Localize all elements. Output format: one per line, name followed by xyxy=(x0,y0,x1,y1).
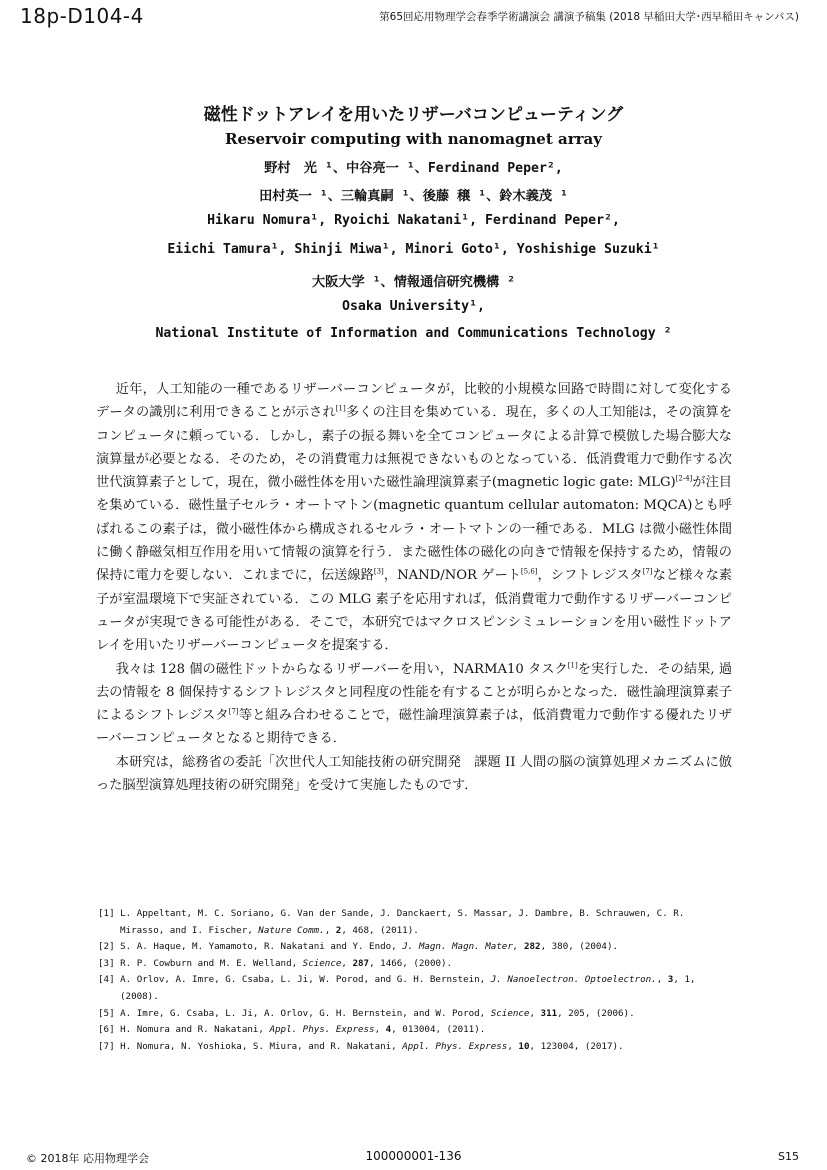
text-span: 近年，人工知能の一種であるリザーバーコンピュータが，比較的小規模な回路で時間に対して変化するデータの識別に利用できることが示され xyxy=(96,382,732,421)
reference-text: , 380, (2004). xyxy=(540,941,619,953)
reference-journal: Appl. Phys. Express xyxy=(269,1024,375,1036)
footer-doc-number: 100000001-136 xyxy=(365,1149,462,1163)
reference-text: , xyxy=(341,957,353,969)
reference-journal: Science xyxy=(490,1007,530,1019)
reference-text: [3] R. P. Cowburn and M. E. Welland, xyxy=(98,957,303,969)
reference-text: , xyxy=(507,1040,519,1052)
text-span: 等と組み合わせることで，磁性論理演算素子は，低消費電力で動作する優れたリザーバーコンピュータとなると期待できる． xyxy=(96,708,732,747)
paragraph-2 xyxy=(96,658,732,751)
affiliation-en-line2: National Institute of Information and Communications Technology ² xyxy=(155,326,672,341)
text-span: 我々は 128 個の磁性ドットからなるリザーバーを用い，NARMA10 タスク xyxy=(115,661,568,677)
reference-text: , 205, (2006). xyxy=(557,1007,635,1019)
abstract-body xyxy=(96,378,732,797)
reference-text: , 123004, (2017). xyxy=(529,1040,624,1052)
paper-id: 18p-D104-4 xyxy=(20,4,144,28)
reference-list xyxy=(98,906,732,1055)
reference-text: [4] A. Orlov, A. Imre, G. Csaba, L. Ji, W. Porod, and G. H. Bernstein, xyxy=(98,974,491,986)
reference-item xyxy=(98,972,732,1005)
reference-item xyxy=(98,1039,732,1056)
reference-text: , 468, (2011). xyxy=(341,924,419,936)
authors-jp-line1: 野村 光 ¹、中谷亮一 ¹、Ferdinand Peper², xyxy=(264,161,563,176)
text-span: ，NAND/NOR ゲート xyxy=(383,568,521,584)
authors-jp-line2: 田村英一 ¹、三輪真嗣 ¹、後藤 穣 ¹、鈴木義茂 ¹ xyxy=(259,189,568,204)
citation: [3] xyxy=(373,567,384,576)
reference-volume: 2 xyxy=(335,924,342,936)
reference-text: , xyxy=(656,974,668,986)
citation: [7] xyxy=(642,567,653,576)
citation: [5,6] xyxy=(520,567,538,576)
reference-text: , 1466, (2000). xyxy=(369,957,453,969)
affiliation-en-line1: Osaka University¹, xyxy=(342,299,485,314)
reference-journal: Science xyxy=(302,957,342,969)
affiliation-jp: 大阪大学 ¹、情報通信研究機構 ² xyxy=(311,275,516,290)
reference-text: [2] S. A. Haque, M. Yamamoto, R. Nakatani and Y. Endo, xyxy=(98,941,403,953)
reference-volume: 282 xyxy=(523,941,541,953)
reference-text: [5] A. Imre, G. Csaba, L. Ji, A. Orlov, G. H. Bernstein, and W. Porod, xyxy=(98,1007,491,1019)
text-span: が注目を集めている．磁性量子セルラ・オートマトン(magnetic quantum cellular automaton: MQCA)とも呼ばれるこの素子は，微小磁性体から構成されるセルラ・オートマトンの一種である．MLG は微小磁性体間に働く静磁気相互作用を用いて情報の演算を行う．また磁性体の磁化の向きで情報を保持するため，情報の保持に電力を要しない．これまでに，伝送線路 xyxy=(96,475,732,584)
text-span: ，シフトレジスタ xyxy=(537,568,643,584)
conference-header: 第65回応用物理学会春季学術講演会 講演予稿集 (2018 早稲田大学･西早稲田キャンパス) xyxy=(379,11,799,23)
title-japanese: 磁性ドットアレイを用いたリザーバコンピューティング xyxy=(203,105,624,125)
reference-text: [7] H. Nomura, N. Yoshioka, S. Miura, and R. Nakatani, xyxy=(98,1040,403,1052)
reference-text: , xyxy=(374,1024,386,1036)
citation: [7] xyxy=(228,707,239,716)
authors-en-line1: Hikaru Nomura¹, Ryoichi Nakatani¹, Ferdinand Peper², xyxy=(207,213,620,228)
reference-item xyxy=(98,1022,732,1039)
reference-journal: Nature Comm. xyxy=(258,924,325,936)
text-span: 多くの注目を集めている．現在，多くの人工知能は，その演算をコンピュータに頼っている．しかし，素子の振る舞いを全てコンピュータによる計算で模倣した場合膨大な演算量が必要となる．そのため，その消費電力は無視できないものとなっている．低消費電力で動作する次世代演算素子として，現在，微小磁性体を用いた磁性論理演算素子(magnetic logic gate: MLG) xyxy=(96,405,733,491)
reference-item xyxy=(98,939,732,956)
reference-volume: 10 xyxy=(518,1040,530,1052)
paragraph-1 xyxy=(96,378,732,658)
reference-volume: 3 xyxy=(667,974,674,986)
reference-volume: 311 xyxy=(540,1007,558,1019)
reference-journal: J. Nanoelectron. Optoelectron. xyxy=(490,974,657,986)
reference-item xyxy=(98,956,732,973)
citation: [2-4] xyxy=(675,474,693,483)
footer-copyright: © 2018年 応用物理学会 xyxy=(26,1152,149,1165)
reference-item xyxy=(98,1006,732,1023)
citation: [1] xyxy=(335,404,346,413)
reference-text: , 1, (2008). xyxy=(120,974,696,1002)
text-span: を実行した．その結果, 過去の情報を 8 個保持するシフトレジスタと同程度の性能を有することが明らかとなった．磁性論理演算素子によるシフトレジスタ xyxy=(96,661,733,724)
reference-text: [1] L. Appeltant, M. C. Soriano, G. Van der Sande, J. Danckaert, S. Massar, J. Dambre, B. Schrauwen, C. R. Mirasso, and I. Fischer, xyxy=(98,908,685,936)
paragraph-3: 本研究は，総務省の委託「次世代人工知能技術の研究開発 課題 II 人間の脳の演算処理メカニズムに倣った脳型演算処理技術の研究開発」を受けて実施したものです． xyxy=(96,754,732,794)
title-english: Reservoir computing with nanomagnet array xyxy=(225,130,602,148)
reference-journal: Appl. Phys. Express xyxy=(402,1040,508,1052)
reference-volume: 4 xyxy=(385,1024,392,1036)
reference-journal: J. Magn. Magn. Mater, xyxy=(402,941,519,953)
footer-page-number: S15 xyxy=(778,1150,799,1163)
reference-text: , xyxy=(324,924,336,936)
reference-text: , xyxy=(529,1007,541,1019)
authors-en-line2: Eiichi Tamura¹, Shinji Miwa¹, Minori Goto¹, Yoshishige Suzuki¹ xyxy=(167,242,660,257)
reference-text: [6] H. Nomura and R. Nakatani, xyxy=(98,1024,270,1036)
reference-item xyxy=(98,906,732,939)
citation: [1] xyxy=(567,661,578,670)
reference-text: , 013004, (2011). xyxy=(391,1024,486,1036)
reference-volume: 287 xyxy=(352,957,370,969)
text-span: など様々な素子が室温環境下で実証されている．この MLG 素子を応用すれば，低消費電力で動作するリザーバーコンピュータが実現できる可能性がある．そこで，本研究ではマクロスピンシミュレーションを用い磁性ドットアレイを用いたリザーバーコンピュータを提案する． xyxy=(96,568,732,654)
